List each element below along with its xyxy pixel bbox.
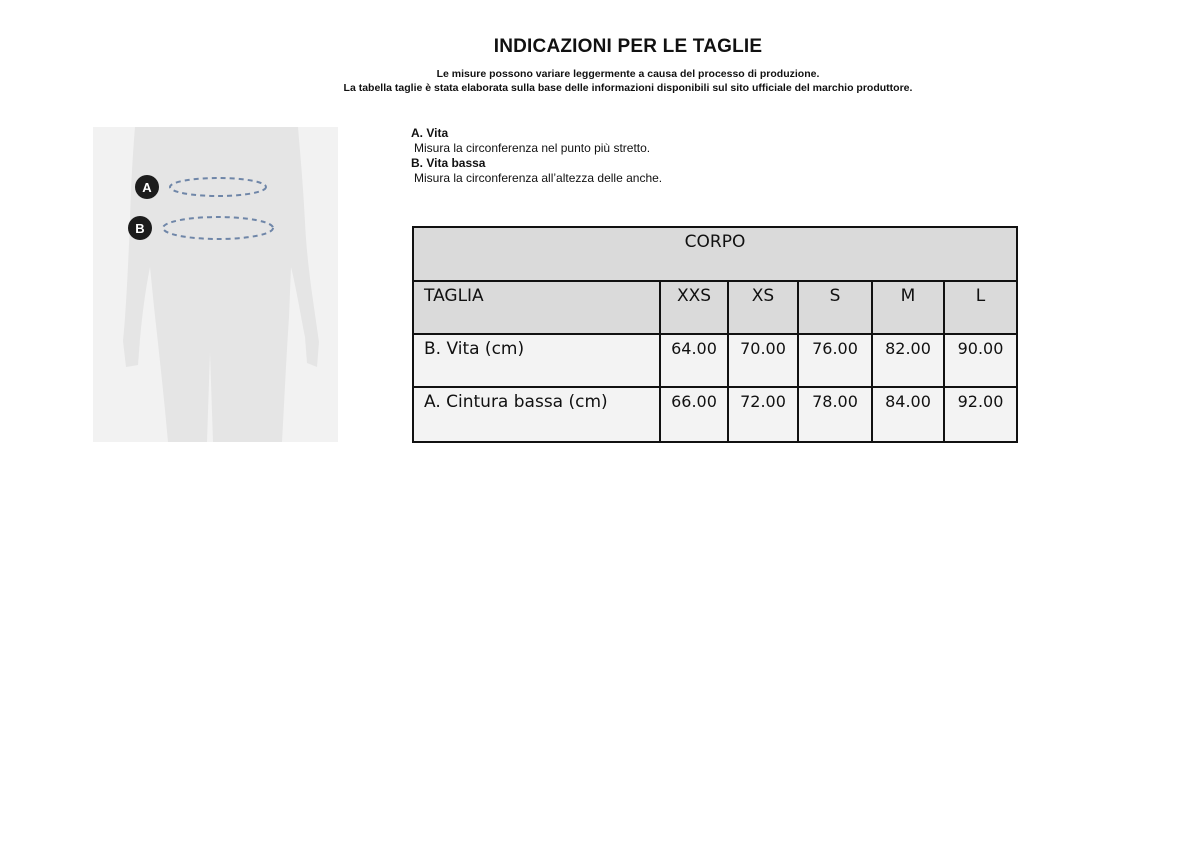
table-row: [413, 387, 1017, 442]
size-header-cell: S: [798, 281, 872, 334]
row-label: B. Vita (cm): [413, 334, 660, 387]
legend-a-desc: Misura la circonferenza nel punto più stretto.: [414, 141, 651, 155]
table-cell: 90.00: [944, 334, 1017, 387]
legend-b-term: B. Vita bassa: [411, 156, 486, 170]
table-cell: 82.00: [872, 334, 944, 387]
table-cell: 92.00: [944, 387, 1017, 442]
page-title: INDICAZIONI PER LE TAGLIE: [493, 36, 763, 57]
size-table: [412, 226, 1018, 443]
svg-text:B: B: [135, 221, 145, 236]
body-silhouette: [123, 127, 319, 442]
size-header-row: [413, 281, 1017, 334]
svg-text:A: A: [142, 180, 152, 195]
table-cell: 72.00: [728, 387, 798, 442]
table-cell: 84.00: [872, 387, 944, 442]
table-cell: 78.00: [798, 387, 872, 442]
measurement-legend: [411, 126, 662, 186]
size-header-cell: XXS: [660, 281, 728, 334]
marker-a: [135, 175, 159, 199]
body-measurement-figure: [93, 127, 338, 442]
size-header-cell: L: [944, 281, 1017, 334]
size-header-cell: M: [872, 281, 944, 334]
table-cell: 64.00: [660, 334, 728, 387]
table-cell: 70.00: [728, 334, 798, 387]
row-label: A. Cintura bassa (cm): [413, 387, 660, 442]
legend-b-desc: Misura la circonferenza all’altezza delle anche.: [414, 171, 663, 185]
subtitle-line-1: Le misure possono variare leggermente a causa del processo di produzione.: [436, 68, 820, 80]
subtitle-line-2: La tabella taglie è stata elaborata sulla base delle informazioni disponibili sul sito ufficiale del marchio produttore.: [343, 82, 913, 94]
section-title: CORPO: [413, 227, 1017, 281]
table-row: [413, 334, 1017, 387]
page-subtitle: [0, 67, 1200, 95]
section-header-row: [413, 227, 1017, 281]
size-header-cell: XS: [728, 281, 798, 334]
table-cell: 76.00: [798, 334, 872, 387]
row-header-label: TAGLIA: [413, 281, 660, 334]
marker-b: [128, 216, 152, 240]
legend-a-term: A. Vita: [411, 126, 449, 140]
table-cell: 66.00: [660, 387, 728, 442]
